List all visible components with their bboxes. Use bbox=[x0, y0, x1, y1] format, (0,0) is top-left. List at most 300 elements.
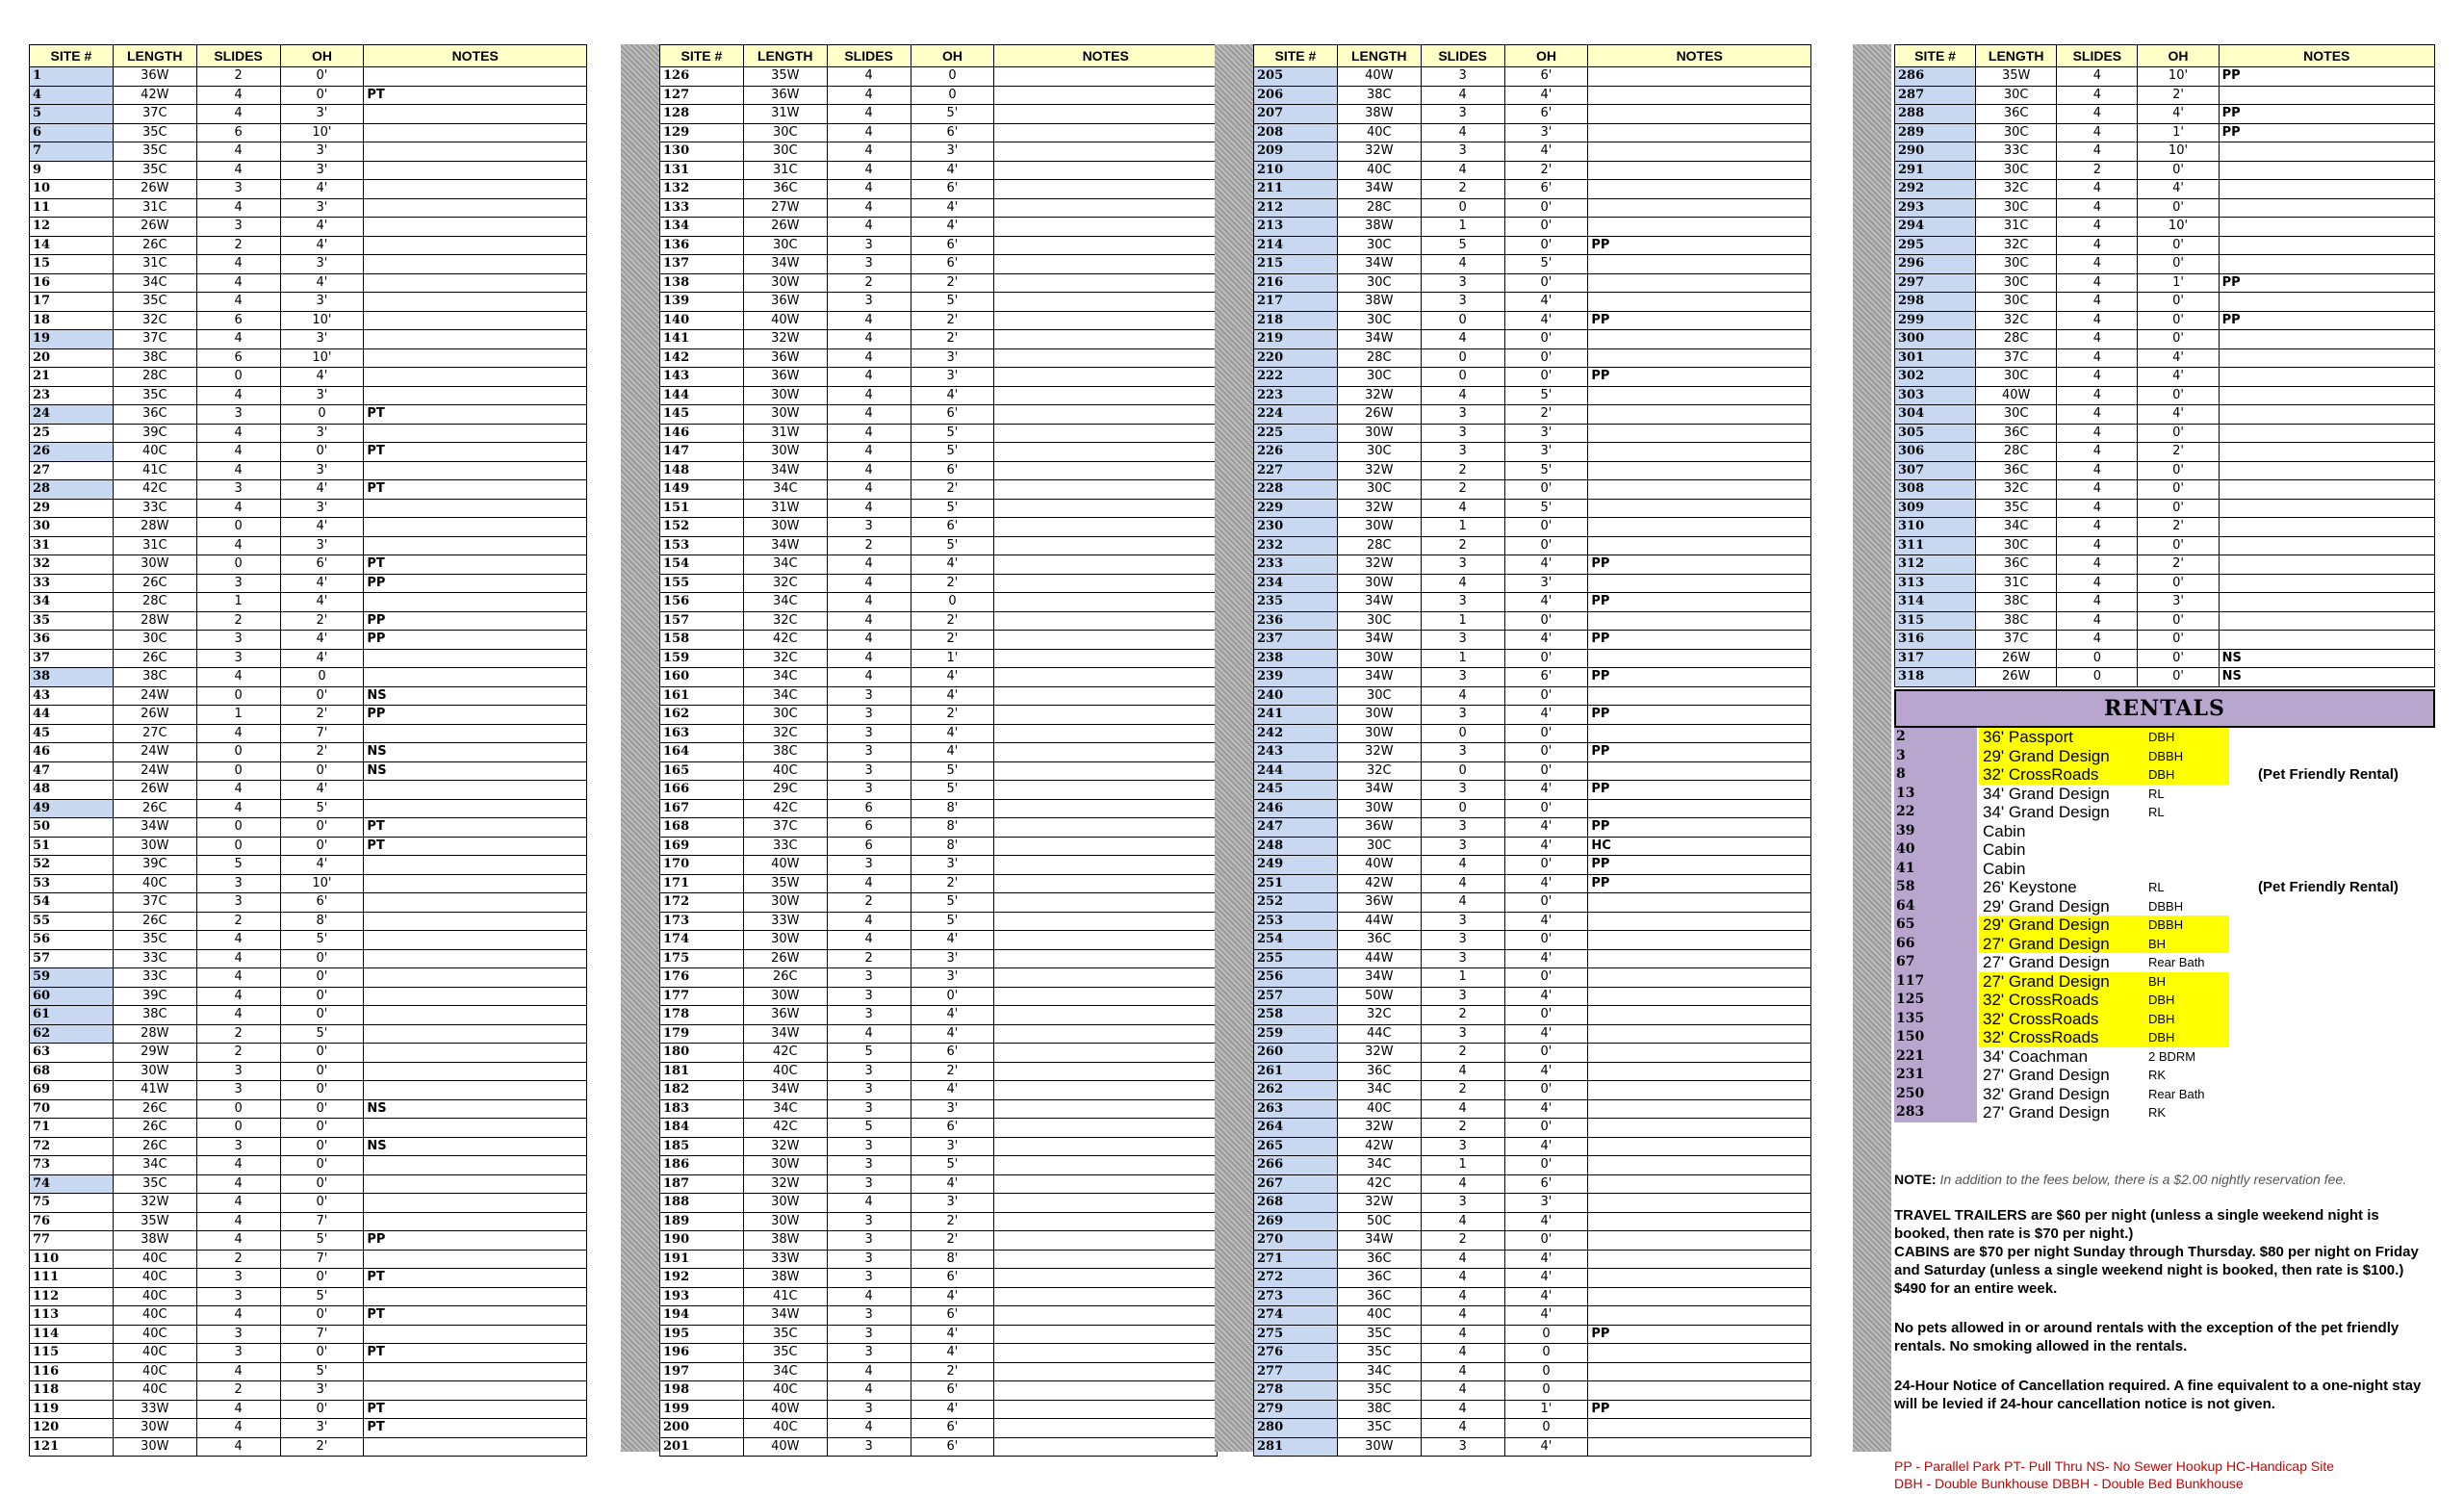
site-number: 205 bbox=[1254, 67, 1338, 87]
table-row bbox=[1895, 443, 2435, 462]
site-length: 26C bbox=[743, 968, 827, 988]
table-row bbox=[1895, 555, 2435, 575]
site-length: 37C bbox=[1976, 348, 2057, 368]
column-separator bbox=[1215, 44, 1253, 1452]
table-row bbox=[1254, 1419, 1811, 1438]
site-notes: PT bbox=[364, 86, 587, 105]
site-notes bbox=[2219, 236, 2434, 255]
site-number: 49 bbox=[30, 799, 114, 818]
site-notes: NS bbox=[364, 761, 587, 781]
site-length: 30C bbox=[1337, 311, 1421, 330]
site-number: 213 bbox=[1254, 218, 1338, 237]
site-length: 36W bbox=[743, 293, 827, 312]
site-length: 44W bbox=[1337, 912, 1421, 931]
table-row bbox=[1254, 1174, 1811, 1194]
length-header: LENGTH bbox=[1337, 45, 1421, 67]
table-row bbox=[660, 161, 1218, 180]
site-oh: 4' bbox=[280, 856, 364, 875]
site-length: 30C bbox=[743, 142, 827, 162]
site-number: 215 bbox=[1254, 255, 1338, 274]
site-number: 245 bbox=[1254, 781, 1338, 800]
site-oh: 5' bbox=[280, 931, 364, 950]
site-notes bbox=[994, 1437, 1218, 1457]
rental-type: BH bbox=[2143, 972, 2229, 992]
site-oh: 7' bbox=[280, 1250, 364, 1269]
site-slides: 6 bbox=[827, 837, 911, 856]
table-row bbox=[30, 198, 587, 218]
site-number: 192 bbox=[660, 1269, 744, 1288]
site-oh: 10' bbox=[280, 874, 364, 893]
site-slides: 4 bbox=[827, 555, 911, 575]
table-row bbox=[30, 761, 587, 781]
site-notes bbox=[2219, 293, 2434, 312]
site-length: 38W bbox=[743, 1269, 827, 1288]
table-row bbox=[30, 968, 587, 988]
oh-header: OH bbox=[1504, 45, 1588, 67]
site-number: 146 bbox=[660, 424, 744, 443]
site-slides: 2 bbox=[196, 1024, 280, 1044]
site-notes bbox=[2219, 424, 2434, 443]
site-length: 35C bbox=[1337, 1344, 1421, 1363]
site-number: 292 bbox=[1895, 180, 1976, 199]
site-notes bbox=[994, 874, 1218, 893]
table-row bbox=[30, 949, 587, 968]
site-slides: 0 bbox=[196, 837, 280, 856]
site-length: 35C bbox=[113, 293, 196, 312]
site-number: 69 bbox=[30, 1081, 114, 1100]
site-notes bbox=[364, 348, 587, 368]
site-number: 5 bbox=[30, 105, 114, 124]
site-notes bbox=[2219, 593, 2434, 612]
site-notes: PT bbox=[364, 1344, 587, 1363]
site-length: 30W bbox=[113, 1437, 196, 1457]
site-length: 32C bbox=[1976, 180, 2057, 199]
site-length: 34W bbox=[1337, 255, 1421, 274]
site-oh: 4' bbox=[1504, 293, 1588, 312]
site-notes bbox=[364, 424, 587, 443]
site-length: 44W bbox=[1337, 949, 1421, 968]
site-slides: 4 bbox=[2057, 105, 2138, 124]
table-row bbox=[1895, 67, 2435, 87]
table-row bbox=[1254, 1006, 1811, 1025]
table-row bbox=[660, 1306, 1218, 1326]
site-number: 276 bbox=[1254, 1344, 1338, 1363]
table-row bbox=[660, 1044, 1218, 1063]
table-row bbox=[30, 180, 587, 199]
site-length: 30W bbox=[1337, 518, 1421, 537]
site-number: 291 bbox=[1895, 161, 1976, 180]
site-length: 31C bbox=[1976, 574, 2057, 593]
site-oh: 5' bbox=[911, 443, 994, 462]
site-length: 40C bbox=[113, 874, 196, 893]
site-slides: 4 bbox=[827, 499, 911, 518]
table-row bbox=[660, 968, 1218, 988]
site-notes: PP bbox=[2219, 123, 2434, 142]
table-row bbox=[30, 743, 587, 762]
site-oh: 6' bbox=[911, 1419, 994, 1438]
site-notes bbox=[994, 1381, 1218, 1401]
site-slides: 3 bbox=[827, 1137, 911, 1156]
site-length: 30C bbox=[743, 123, 827, 142]
site-slides: 4 bbox=[827, 461, 911, 480]
site-notes bbox=[994, 686, 1218, 706]
site-notes bbox=[2219, 536, 2434, 555]
table-row bbox=[1895, 180, 2435, 199]
site-notes bbox=[994, 1081, 1218, 1100]
rental-description: 29' Grand Design bbox=[1983, 896, 2110, 916]
site-oh: 0' bbox=[1504, 799, 1588, 818]
table-header-row bbox=[1254, 45, 1811, 67]
site-length: 34C bbox=[743, 593, 827, 612]
table-row bbox=[660, 593, 1218, 612]
site-length: 32C bbox=[743, 574, 827, 593]
site-slides: 4 bbox=[2057, 142, 2138, 162]
site-notes bbox=[994, 330, 1218, 349]
table-row bbox=[1895, 611, 2435, 631]
site-notes bbox=[994, 198, 1218, 218]
site-oh: 4' bbox=[911, 1325, 994, 1344]
site-number: 264 bbox=[1254, 1119, 1338, 1138]
site-length: 34C bbox=[743, 686, 827, 706]
site-number: 134 bbox=[660, 218, 744, 237]
site-number: 153 bbox=[660, 536, 744, 555]
site-number: 263 bbox=[1254, 1099, 1338, 1119]
site-notes bbox=[994, 499, 1218, 518]
site-notes bbox=[994, 405, 1218, 425]
site-number: 243 bbox=[1254, 743, 1338, 762]
site-number: 45 bbox=[30, 724, 114, 743]
site-notes bbox=[364, 1287, 587, 1306]
site-oh: 2' bbox=[1504, 405, 1588, 425]
site-slides: 0 bbox=[2057, 649, 2138, 668]
site-slides: 4 bbox=[2057, 86, 2138, 105]
site-notes bbox=[994, 1174, 1218, 1194]
site-notes bbox=[1588, 1156, 1811, 1175]
site-number: 33 bbox=[30, 574, 114, 593]
site-length: 29W bbox=[113, 1044, 196, 1063]
table-row bbox=[30, 1174, 587, 1194]
site-length: 31C bbox=[1976, 218, 2057, 237]
rental-type: RK bbox=[2148, 1105, 2167, 1120]
site-number: 277 bbox=[1254, 1362, 1338, 1381]
site-notes bbox=[994, 1269, 1218, 1288]
site-oh: 2' bbox=[911, 1231, 994, 1251]
site-notes bbox=[364, 649, 587, 668]
table-row bbox=[660, 1381, 1218, 1401]
site-notes bbox=[364, 1174, 587, 1194]
site-number: 226 bbox=[1254, 443, 1338, 462]
site-oh: 0' bbox=[2138, 311, 2219, 330]
site-number: 19 bbox=[30, 330, 114, 349]
site-slides: 3 bbox=[1421, 443, 1504, 462]
site-number: 314 bbox=[1895, 593, 1976, 612]
rental-type: DBBH bbox=[2143, 916, 2229, 935]
site-length: 34C bbox=[743, 1362, 827, 1381]
table-row bbox=[660, 987, 1218, 1006]
site-oh: 2' bbox=[2138, 518, 2219, 537]
site-slides: 3 bbox=[827, 1156, 911, 1175]
site-notes bbox=[1588, 799, 1811, 818]
table-row bbox=[30, 1400, 587, 1419]
site-slides: 3 bbox=[827, 1006, 911, 1025]
site-number: 168 bbox=[660, 818, 744, 838]
site-number: 295 bbox=[1895, 236, 1976, 255]
site-length: 39C bbox=[113, 987, 196, 1006]
site-length: 35C bbox=[743, 1344, 827, 1363]
site-table bbox=[1253, 44, 1811, 1457]
site-slides: 4 bbox=[827, 218, 911, 237]
site-slides: 2 bbox=[196, 1044, 280, 1063]
site-number: 185 bbox=[660, 1137, 744, 1156]
site-number: 142 bbox=[660, 348, 744, 368]
site-slides: 2 bbox=[1421, 1231, 1504, 1251]
site-number: 129 bbox=[660, 123, 744, 142]
site-oh: 4' bbox=[1504, 555, 1588, 575]
table-row bbox=[660, 86, 1218, 105]
site-notes bbox=[994, 987, 1218, 1006]
site-number: 26 bbox=[30, 443, 114, 462]
site-oh: 0' bbox=[280, 1269, 364, 1288]
table-row bbox=[30, 1269, 587, 1288]
site-oh: 2' bbox=[280, 1437, 364, 1457]
table-row bbox=[660, 105, 1218, 124]
site-notes bbox=[1588, 761, 1811, 781]
table-row bbox=[1895, 461, 2435, 480]
site-slides: 4 bbox=[1421, 1212, 1504, 1231]
site-notes: PP bbox=[1588, 706, 1811, 725]
site-notes bbox=[1588, 443, 1811, 462]
site-oh: 5' bbox=[911, 499, 994, 518]
site-length: 33C bbox=[113, 499, 196, 518]
site-slides: 0 bbox=[1421, 348, 1504, 368]
rental-site-number: 58 bbox=[1894, 878, 1977, 897]
table-row bbox=[660, 1325, 1218, 1344]
site-length: 30W bbox=[1337, 724, 1421, 743]
site-notes bbox=[994, 1419, 1218, 1438]
site-oh: 6' bbox=[911, 461, 994, 480]
site-length: 34W bbox=[743, 1081, 827, 1100]
table-row bbox=[660, 368, 1218, 387]
site-notes bbox=[364, 893, 587, 913]
site-slides: 4 bbox=[827, 105, 911, 124]
site-oh: 0 bbox=[1504, 1381, 1588, 1401]
rental-type bbox=[2143, 822, 2229, 841]
site-oh: 0 bbox=[1504, 1325, 1588, 1344]
site-oh: 3' bbox=[911, 949, 994, 968]
site-slides: 4 bbox=[2057, 555, 2138, 575]
site-number: 298 bbox=[1895, 293, 1976, 312]
site-number: 151 bbox=[660, 499, 744, 518]
site-slides: 4 bbox=[196, 1437, 280, 1457]
site-number: 184 bbox=[660, 1119, 744, 1138]
site-number: 143 bbox=[660, 368, 744, 387]
table-row bbox=[1895, 668, 2435, 687]
site-length: 36W bbox=[1337, 818, 1421, 838]
table-row bbox=[1254, 461, 1811, 480]
rentals-panel bbox=[1894, 689, 2435, 1122]
site-slides: 3 bbox=[1421, 668, 1504, 687]
site-length: 30C bbox=[1976, 161, 2057, 180]
site-slides: 4 bbox=[1421, 1419, 1504, 1438]
site-notes bbox=[1588, 161, 1811, 180]
site-slides: 4 bbox=[196, 255, 280, 274]
rental-row bbox=[1894, 897, 2435, 916]
table-row bbox=[660, 949, 1218, 968]
slides-header: SLIDES bbox=[827, 45, 911, 67]
site-length: 32C bbox=[743, 611, 827, 631]
site-length: 42C bbox=[1337, 1174, 1421, 1194]
site-notes bbox=[994, 818, 1218, 838]
site-oh: 4' bbox=[1504, 1287, 1588, 1306]
table-row bbox=[660, 218, 1218, 237]
site-slides: 4 bbox=[1421, 856, 1504, 875]
site-slides: 4 bbox=[827, 123, 911, 142]
table-row bbox=[1895, 273, 2435, 293]
site-number: 132 bbox=[660, 180, 744, 199]
site-length: 40C bbox=[1337, 1306, 1421, 1326]
table-row bbox=[1895, 255, 2435, 274]
site-number: 24 bbox=[30, 405, 114, 425]
site-notes bbox=[994, 180, 1218, 199]
site-length: 30W bbox=[743, 443, 827, 462]
site-notes bbox=[994, 781, 1218, 800]
site-slides: 3 bbox=[196, 893, 280, 913]
site-notes bbox=[364, 856, 587, 875]
site-notes bbox=[1588, 480, 1811, 500]
site-number: 273 bbox=[1254, 1287, 1338, 1306]
site-oh: 4' bbox=[1504, 1062, 1588, 1081]
table-row bbox=[30, 1231, 587, 1251]
rental-note: (Pet Friendly Rental) bbox=[2258, 879, 2399, 895]
site-slides: 4 bbox=[196, 424, 280, 443]
site-notes bbox=[1588, 1306, 1811, 1326]
site-oh: 3' bbox=[911, 856, 994, 875]
site-oh: 5' bbox=[911, 105, 994, 124]
table-row bbox=[30, 1119, 587, 1138]
site-notes bbox=[1588, 293, 1811, 312]
site-number: 111 bbox=[30, 1269, 114, 1288]
site-oh: 6' bbox=[911, 123, 994, 142]
site-notes bbox=[1588, 1194, 1811, 1213]
table-row bbox=[1254, 968, 1811, 988]
site-number: 163 bbox=[660, 724, 744, 743]
site-slides: 3 bbox=[1421, 424, 1504, 443]
site-oh: 3' bbox=[280, 142, 364, 162]
site-notes bbox=[994, 142, 1218, 162]
column-separator bbox=[1853, 44, 1891, 1452]
site-slides: 4 bbox=[1421, 686, 1504, 706]
site-number: 154 bbox=[660, 555, 744, 575]
site-length: 33C bbox=[113, 949, 196, 968]
table-row bbox=[660, 574, 1218, 593]
rental-row bbox=[1894, 1085, 2435, 1104]
site-length: 32W bbox=[1337, 142, 1421, 162]
rental-type: DBH bbox=[2143, 728, 2229, 747]
site-number: 219 bbox=[1254, 330, 1338, 349]
site-number: 47 bbox=[30, 761, 114, 781]
site-oh: 0' bbox=[1504, 236, 1588, 255]
site-header: SITE # bbox=[660, 45, 744, 67]
rental-type: DBH bbox=[2143, 765, 2229, 785]
site-oh: 4' bbox=[1504, 949, 1588, 968]
site-slides: 3 bbox=[196, 649, 280, 668]
site-notes bbox=[364, 198, 587, 218]
site-slides: 4 bbox=[196, 198, 280, 218]
site-length: 40C bbox=[1337, 123, 1421, 142]
table-row bbox=[660, 236, 1218, 255]
site-notes bbox=[994, 273, 1218, 293]
site-notes bbox=[994, 536, 1218, 555]
site-length: 34C bbox=[1976, 518, 2057, 537]
site-slides: 4 bbox=[827, 593, 911, 612]
site-number: 166 bbox=[660, 781, 744, 800]
site-number: 189 bbox=[660, 1212, 744, 1231]
site-length: 30W bbox=[743, 1156, 827, 1175]
site-slides: 2 bbox=[1421, 1044, 1504, 1063]
site-length: 34C bbox=[743, 555, 827, 575]
site-oh: 3' bbox=[280, 198, 364, 218]
table-row bbox=[1254, 1344, 1811, 1363]
site-oh: 0' bbox=[1504, 968, 1588, 988]
site-oh: 2' bbox=[911, 480, 994, 500]
site-oh: 5' bbox=[911, 912, 994, 931]
table-row bbox=[30, 461, 587, 480]
site-length: 30W bbox=[1337, 706, 1421, 725]
site-notes bbox=[2219, 330, 2434, 349]
table-row bbox=[1254, 1306, 1811, 1326]
table-row bbox=[1254, 293, 1811, 312]
site-length: 30W bbox=[1337, 799, 1421, 818]
table-row bbox=[1254, 1287, 1811, 1306]
site-length: 34W bbox=[1337, 593, 1421, 612]
site-length: 35W bbox=[1976, 67, 2057, 87]
site-oh: 3' bbox=[280, 330, 364, 349]
rental-type: DBH bbox=[2143, 1028, 2229, 1047]
site-length: 34C bbox=[1337, 1081, 1421, 1100]
table-row bbox=[30, 405, 587, 425]
site-number: 52 bbox=[30, 856, 114, 875]
site-slides: 1 bbox=[1421, 218, 1504, 237]
site-length: 36C bbox=[743, 180, 827, 199]
site-oh: 4' bbox=[911, 686, 994, 706]
table-row bbox=[660, 142, 1218, 162]
oh-header: OH bbox=[2138, 45, 2219, 67]
table-row bbox=[660, 1231, 1218, 1251]
site-number: 230 bbox=[1254, 518, 1338, 537]
site-length: 44C bbox=[1337, 1024, 1421, 1044]
site-oh: 0' bbox=[1504, 348, 1588, 368]
site-number: 138 bbox=[660, 273, 744, 293]
site-notes bbox=[994, 105, 1218, 124]
site-number: 165 bbox=[660, 761, 744, 781]
site-oh: 4' bbox=[911, 1287, 994, 1306]
rental-description: 32' CrossRoads bbox=[1979, 991, 2143, 1010]
site-length: 36W bbox=[743, 368, 827, 387]
site-slides: 4 bbox=[2057, 499, 2138, 518]
site-slides: 1 bbox=[196, 593, 280, 612]
table-row bbox=[660, 311, 1218, 330]
site-length: 42C bbox=[743, 1119, 827, 1138]
site-length: 26C bbox=[113, 649, 196, 668]
site-length: 37C bbox=[113, 893, 196, 913]
site-length: 30W bbox=[113, 1062, 196, 1081]
site-length: 38C bbox=[113, 668, 196, 687]
site-notes bbox=[2219, 480, 2434, 500]
site-length: 36C bbox=[113, 405, 196, 425]
table-row bbox=[1254, 405, 1811, 425]
fee-note-text: In addition to the fees below, there is a $2.00 nightly reservation fee. bbox=[1939, 1172, 2348, 1187]
site-notes bbox=[1588, 1137, 1811, 1156]
